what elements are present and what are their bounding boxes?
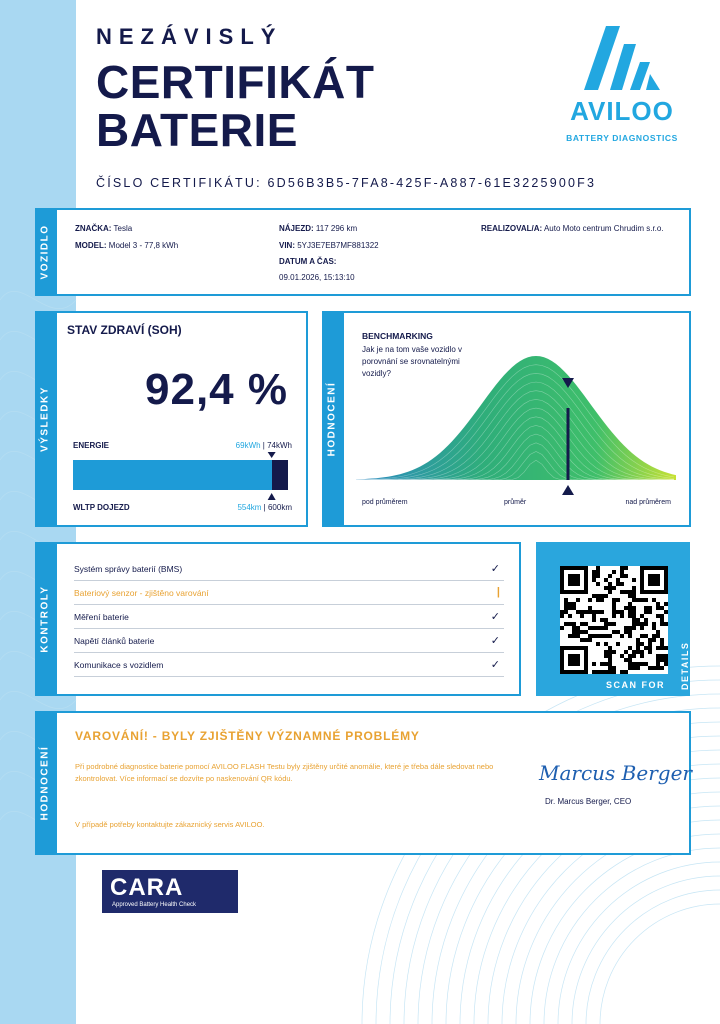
vehicle-vin: VIN: 5YJ3E7EB7MF881322 [279, 241, 379, 250]
check-label: Komunikace s vozidlem [74, 660, 164, 670]
check-row [74, 606, 504, 629]
title-line-2: BATERIE [96, 104, 298, 156]
benchmark-title: BENCHMARKING [362, 331, 433, 341]
check-label: Měření baterie [74, 612, 129, 622]
soh-title: STAV ZDRAVÍ (SOH) [67, 323, 182, 337]
qr-code-pattern [560, 566, 668, 674]
rating-box [55, 711, 691, 855]
energy-value: 69kWh | 74kWh [235, 441, 292, 450]
range-label: WLTP DOJEZD [73, 503, 130, 512]
title-small: NEZÁVISLÝ [96, 24, 283, 49]
benchmark-marker-bottom [562, 485, 574, 495]
tab-results: VÝSLEDKY [35, 311, 55, 527]
check-label: Napětí článků baterie [74, 636, 155, 646]
cert-number-value: 6D56B3B5-7FA8-425F-A887-61E3225900F3 [267, 176, 597, 190]
signer-name: Dr. Marcus Berger, CEO [545, 797, 632, 806]
title-line-1: CERTIFIKÁT [96, 56, 375, 108]
warning-title: VAROVÁNÍ! - BYLY ZJIŠTĚNY VÝZNAMNÉ PROBLÉMY [75, 729, 420, 743]
check-row [74, 582, 504, 605]
axis-below-average: pod průměrem [362, 499, 408, 506]
cara-subtitle: Approved Battery Health Check [112, 902, 197, 908]
soh-bar-track [73, 460, 288, 490]
vehicle-brand: ZNAČKA: Tesla [75, 224, 133, 233]
soh-box [55, 311, 308, 527]
vehicle-datetime-label: DATUM A ČAS: [279, 257, 337, 266]
checkmark-icon: ✓ [490, 611, 500, 623]
benchmark-bell-curve [356, 340, 676, 500]
vehicle-box [55, 208, 691, 296]
axis-above-average: nad průměrem [625, 499, 671, 506]
aviloo-mountain-icon [584, 26, 660, 94]
axis-average: průměr [504, 499, 527, 506]
warning-text: Při podrobné diagnostice baterie pomocí AVILOO FLASH Testu byly zjištěny určité anomálie, které je třeba dále sledovat nebo zkontrolovat. Více informací se dozvíte po naskenování QR kódu. [75, 762, 494, 783]
cara-badge [102, 870, 238, 913]
page-title [96, 58, 374, 154]
check-label: Systém správy baterií (BMS) [74, 564, 183, 574]
checkmark-icon: ✓ [490, 659, 500, 671]
certificate-number [96, 176, 596, 190]
checkmark-icon: ✓ [490, 563, 500, 575]
check-row [74, 654, 504, 677]
logo-word: AVILOO [570, 96, 674, 126]
soh-bar-fill [73, 460, 272, 490]
warning-icon: | [496, 586, 500, 598]
vehicle-performed-by: REALIZOVAL/A: Auto Moto centrum Chrudim s.r.o. [481, 224, 664, 233]
qr-code[interactable] [560, 566, 668, 674]
signature: Marcus Berger [539, 761, 692, 785]
check-row [74, 630, 504, 653]
vehicle-datetime: 09.01.2026, 15:13:10 [279, 273, 355, 282]
soh-value: 92,4 % [145, 365, 288, 414]
cert-number-label: ČÍSLO CERTIFIKÁTU: [96, 176, 262, 190]
scan-for-label: SCAN FOR [606, 680, 665, 690]
aviloo-logo [560, 26, 684, 143]
qr-panel[interactable] [536, 542, 690, 696]
contact-text: V případě potřeby kontaktujte zákaznický servis AVILOO. [75, 820, 265, 829]
vehicle-mileage: NÁJEZD: 117 296 km [279, 224, 358, 233]
logo-subtitle: BATTERY DIAGNOSTICS [566, 133, 678, 143]
checkmark-icon: ✓ [490, 635, 500, 647]
benchmark-question: Jak je na tom vaše vozidlo v porovnání se srovnatelnými vozidly? [362, 345, 463, 378]
energy-label: ENERGIE [73, 441, 110, 450]
vehicle-model: MODEL: Model 3 - 77,8 kWh [75, 241, 179, 250]
range-value: 554km | 600km [237, 503, 292, 512]
tab-rating: HODNOCENÍ [35, 711, 55, 855]
check-row [74, 558, 504, 581]
tab-checks: KONTROLY [35, 542, 55, 696]
tab-benchmark: HODNOCENÍ [322, 311, 342, 527]
check-label: Bateriový senzor - zjištěno varování [74, 588, 209, 598]
details-label: DETAILS [680, 641, 690, 690]
tab-vehicle: VOZIDLO [35, 208, 55, 296]
cara-word: CARA [110, 874, 184, 901]
